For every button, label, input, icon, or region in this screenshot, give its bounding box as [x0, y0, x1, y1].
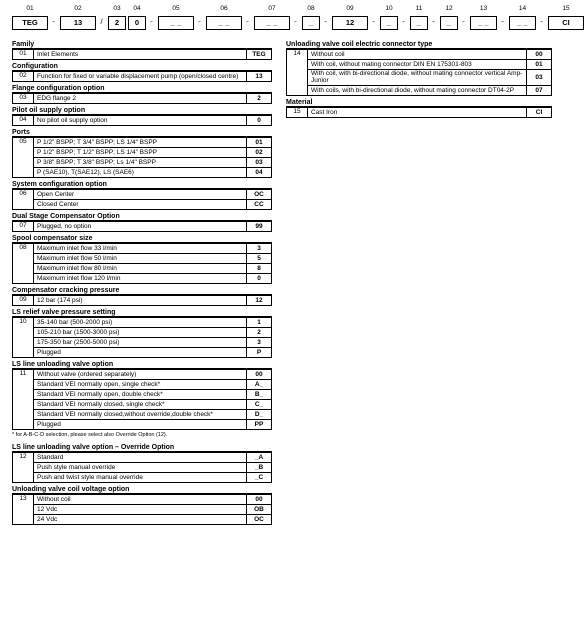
option-row	[13, 473, 272, 483]
option-code: 01	[247, 138, 272, 148]
option-code: OC	[247, 190, 272, 200]
option-table	[286, 107, 552, 118]
option-description: Plugged, no option	[34, 222, 247, 232]
option-description: 175-350 bar (2500-5000 psi)	[34, 338, 247, 348]
option-code: 03	[527, 70, 552, 86]
section-pilot	[12, 106, 272, 126]
code-position-label: 03	[113, 5, 121, 12]
option-description: P 3/8" BSPP; T 3/8" BSPP; Ls 1/4" BSPP	[34, 158, 247, 168]
option-code: D_	[247, 410, 272, 420]
option-code: P	[247, 348, 272, 358]
option-code: OC	[247, 515, 272, 525]
option-table	[12, 71, 272, 82]
option-description: P (SAE10), T(SAE12), LS (SAE6)	[34, 168, 247, 178]
option-code: 3	[247, 244, 272, 254]
option-description: Without coil	[308, 50, 527, 60]
option-description: P 1/2" BSPP; T 3/4" BSPP; LS 1/4" BSPP	[34, 138, 247, 148]
option-row	[13, 380, 272, 390]
section-title: LS line unloading valve option – Override Option	[12, 443, 272, 452]
option-description: Open Center	[34, 190, 247, 200]
option-code: C_	[247, 400, 272, 410]
code-position-label: 07	[268, 5, 276, 12]
option-table	[12, 494, 272, 525]
option-description: 35-140 bar (500-2000 psi)	[34, 318, 247, 328]
code-box: _	[380, 16, 398, 30]
section-title: Spool compensator size	[12, 234, 272, 243]
section-title: Unloading valve coil electric connector type	[286, 40, 552, 49]
option-description: Inlet Elements	[34, 50, 247, 60]
section-flange	[12, 84, 272, 104]
option-row	[13, 168, 272, 178]
option-row	[13, 264, 272, 274]
option-row	[13, 515, 272, 525]
code-box: _ _	[158, 16, 194, 30]
option-code: 03	[247, 158, 272, 168]
option-code: CC	[247, 200, 272, 210]
option-table	[12, 295, 272, 306]
option-description: No pilot oil supply option	[34, 116, 247, 126]
section-lsrelief	[12, 308, 272, 358]
option-code: _B	[247, 463, 272, 473]
code-position-label: 04	[133, 5, 141, 12]
option-code: CI	[527, 107, 552, 117]
option-code: 5	[247, 254, 272, 264]
section-title: Flange configuration option	[12, 84, 272, 93]
option-row	[13, 116, 272, 126]
option-row	[13, 296, 272, 306]
code-box: _ _	[254, 16, 290, 30]
option-row	[287, 50, 552, 60]
code-box: 12	[332, 16, 368, 30]
option-code: 8	[247, 264, 272, 274]
section-cracking	[12, 286, 272, 306]
option-code: TEG	[247, 50, 272, 60]
code-separator: -	[52, 17, 55, 26]
option-code: B_	[247, 390, 272, 400]
option-table	[12, 452, 272, 483]
option-description: Standard VEI normally closed, single check*	[34, 400, 247, 410]
code-separator: -	[198, 17, 201, 26]
position-number: 06	[13, 190, 34, 210]
option-code: 0	[247, 116, 272, 126]
option-code: 13	[247, 72, 272, 82]
option-row	[13, 390, 272, 400]
option-row	[13, 348, 272, 358]
option-code: 00	[527, 50, 552, 60]
option-row	[13, 505, 272, 515]
option-row	[287, 60, 552, 70]
option-description: Standard VEI normally open, double check*	[34, 390, 247, 400]
option-row	[13, 328, 272, 338]
code-position-label: 08	[307, 5, 315, 12]
option-code: 3	[247, 338, 272, 348]
position-number: 05	[13, 138, 34, 178]
option-description: 24 Vdc	[34, 515, 247, 525]
option-table	[12, 189, 272, 210]
code-box: _ _	[470, 16, 497, 30]
option-description: Push and twist style manual override	[34, 473, 247, 483]
code-box: _ _	[206, 16, 242, 30]
option-code: _A	[247, 453, 272, 463]
option-row	[13, 400, 272, 410]
code-position-label: 14	[518, 5, 527, 12]
section-title: Dual Stage Compensator Option	[12, 212, 272, 221]
code-separator: -	[294, 17, 297, 26]
position-number: 03	[13, 94, 34, 104]
option-table	[12, 115, 272, 126]
section-title: System configuration option	[12, 180, 272, 189]
section-system	[12, 180, 272, 210]
option-description: Maximum inlet flow 80 l/min	[34, 264, 247, 274]
option-description: With coil, without mating connector DIN EN 175301-803	[308, 60, 527, 70]
option-code: 0	[247, 274, 272, 284]
position-number: 08	[13, 244, 34, 284]
option-code: 00	[247, 495, 272, 505]
code-box: 2	[108, 16, 126, 30]
option-description: Closed Center	[34, 200, 247, 210]
position-number: 01	[13, 50, 34, 60]
position-number: 14	[287, 50, 308, 96]
option-description: Standard	[34, 453, 247, 463]
option-row	[13, 495, 272, 505]
code-separator: -	[432, 17, 435, 26]
option-row	[13, 370, 272, 380]
option-row	[13, 453, 272, 463]
position-number: 11	[13, 370, 34, 430]
option-description: EDG flange 2	[34, 94, 247, 104]
code-position-label: 12	[445, 5, 453, 12]
option-description: 12 Vdc	[34, 505, 247, 515]
option-description: Maximum inlet flow 33 l/min	[34, 244, 247, 254]
code-position-label: 02	[74, 5, 82, 12]
right-column	[286, 40, 552, 120]
option-table	[12, 49, 272, 60]
option-table	[12, 137, 272, 178]
code-separator: -	[150, 17, 153, 26]
option-code: 07	[527, 85, 552, 95]
model-code-row	[12, 5, 570, 35]
section-ports	[12, 128, 272, 178]
option-description: Cast Iron	[308, 107, 527, 117]
code-position-label: 11	[415, 5, 423, 12]
section-lsunload	[12, 360, 272, 441]
code-position-label: 10	[385, 5, 393, 12]
option-code: 1	[247, 318, 272, 328]
option-row	[13, 148, 272, 158]
position-number: 04	[13, 116, 34, 126]
option-row	[13, 222, 272, 232]
position-number: 15	[287, 107, 308, 117]
code-separator: -	[501, 17, 504, 26]
option-row	[287, 85, 552, 95]
code-box: 13	[60, 16, 96, 30]
option-row	[13, 338, 272, 348]
section-title: LS relief valve pressure setting	[12, 308, 272, 317]
option-code: 12	[247, 296, 272, 306]
section-configuration	[12, 62, 272, 82]
section-title: Ports	[12, 128, 272, 137]
option-table	[12, 369, 272, 430]
option-row	[13, 274, 272, 284]
option-description: Maximum inlet flow 120 l/min	[34, 274, 247, 284]
option-code: 01	[527, 60, 552, 70]
footnote: * for A-B-C-D selection, please select also Override Option (12).	[12, 432, 168, 438]
option-code: 04	[247, 168, 272, 178]
code-box: 0	[128, 16, 146, 30]
option-row	[287, 107, 552, 117]
position-number: 02	[13, 72, 34, 82]
code-position-label: 06	[220, 5, 228, 12]
position-number: 12	[13, 453, 34, 483]
section-material	[286, 98, 552, 118]
option-table	[12, 221, 272, 232]
option-row	[13, 158, 272, 168]
section-override	[12, 443, 272, 483]
option-code: OB	[247, 505, 272, 515]
option-description: With coils, with bi-directional diode, without mating connector DT04-2P	[308, 85, 527, 95]
section-spool	[12, 234, 272, 284]
section-title: Unloading valve coil voltage option	[12, 485, 272, 494]
code-box: _ _	[509, 16, 536, 30]
code-separator: -	[540, 17, 543, 26]
option-table	[12, 93, 272, 104]
option-description: Without coil	[34, 495, 247, 505]
code-box: _	[440, 16, 458, 30]
option-row	[287, 70, 552, 86]
section-dual	[12, 212, 272, 232]
option-code: 02	[247, 148, 272, 158]
code-box: CI	[548, 16, 584, 30]
option-row	[13, 463, 272, 473]
code-box: TEG	[12, 16, 48, 30]
option-description: Standard VEI normally closed,without override,double check*	[34, 410, 247, 420]
code-position-label: 05	[172, 5, 180, 12]
option-row	[13, 410, 272, 420]
option-code: A_	[247, 380, 272, 390]
option-row	[13, 190, 272, 200]
section-title: Configuration	[12, 62, 272, 71]
section-title: Family	[12, 40, 272, 49]
option-row	[13, 254, 272, 264]
option-row	[13, 318, 272, 328]
option-row	[13, 138, 272, 148]
option-row	[13, 420, 272, 430]
code-position-label: 01	[26, 5, 34, 12]
option-description: Function for fixed or variable displacement pump (open/closed centre)	[34, 72, 247, 82]
position-number: 09	[13, 296, 34, 306]
code-position-label: 15	[562, 5, 570, 12]
option-table	[286, 49, 552, 96]
code-position-label: 13	[479, 5, 488, 12]
option-description: Without valve (ordered separately)	[34, 370, 247, 380]
option-description: 105-210 bar (1500-3000 psi)	[34, 328, 247, 338]
option-code: 00	[247, 370, 272, 380]
option-code: 99	[247, 222, 272, 232]
option-description: 12 bar (174 psi)	[34, 296, 247, 306]
option-description: Plugged	[34, 348, 247, 358]
option-table	[12, 317, 272, 358]
code-position-label: 09	[346, 5, 354, 12]
code-separator: /	[100, 17, 103, 26]
option-description: P 1/2" BSPP; T 1/2" BSPP; LS 1/4" BSPP	[34, 148, 247, 158]
option-description: With coil, with bi-directional diode, without mating connector vertical Amp-Junior	[308, 70, 527, 86]
option-description: Plugged	[34, 420, 247, 430]
option-row	[13, 94, 272, 104]
code-separator: -	[462, 17, 465, 26]
option-description: Push style manual override	[34, 463, 247, 473]
option-table	[12, 243, 272, 284]
option-description: Maximum inlet flow 50 l/min	[34, 254, 247, 264]
position-number: 13	[13, 495, 34, 525]
code-box: _	[410, 16, 428, 30]
code-separator: -	[324, 17, 327, 26]
section-family	[12, 40, 272, 60]
section-connector	[286, 40, 552, 96]
option-code: 2	[247, 328, 272, 338]
option-code: PP	[247, 420, 272, 430]
left-column	[12, 40, 272, 527]
position-number: 07	[13, 222, 34, 232]
code-separator: -	[402, 17, 405, 26]
option-code: _C	[247, 473, 272, 483]
option-description: Standard VEI normally open, single check*	[34, 380, 247, 390]
section-title: Pilot oil supply option	[12, 106, 272, 115]
code-separator: -	[372, 17, 375, 26]
code-separator: -	[246, 17, 249, 26]
position-number: 10	[13, 318, 34, 358]
option-row	[13, 244, 272, 254]
section-title: LS line unloading valve option	[12, 360, 272, 369]
section-voltage	[12, 485, 272, 525]
section-title: Compensator cracking pressure	[12, 286, 272, 295]
option-row	[13, 50, 272, 60]
section-title: Material	[286, 98, 552, 107]
code-box: _	[302, 16, 320, 30]
option-row	[13, 200, 272, 210]
option-row	[13, 72, 272, 82]
option-code: 2	[247, 94, 272, 104]
